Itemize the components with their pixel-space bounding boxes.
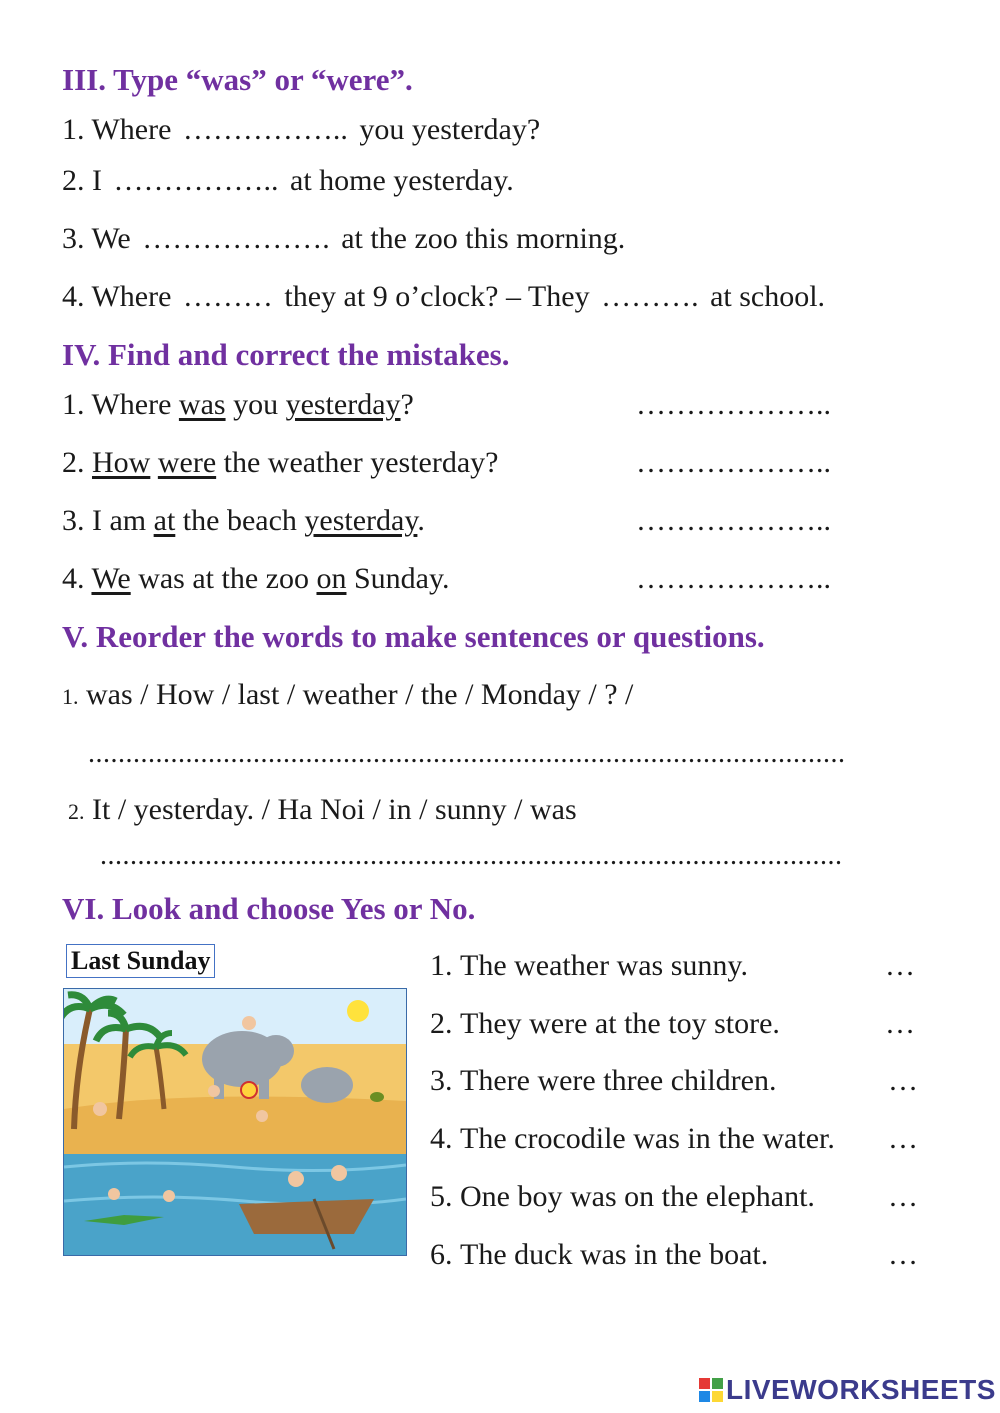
s4-item-1-text-a: Where bbox=[91, 388, 179, 421]
s6-item-2-number: 2. bbox=[430, 1007, 453, 1040]
s4-item-1-text-b: you bbox=[225, 388, 286, 421]
s4-item-4-underlined-2: on bbox=[316, 562, 347, 595]
s3-item-1 bbox=[62, 113, 540, 147]
s3-item-1-before: 1. Where bbox=[62, 113, 172, 146]
liveworksheets-logo-icon bbox=[698, 1377, 724, 1403]
s6-item-4-text: The crocodile was in the water. bbox=[460, 1122, 835, 1155]
s3-item-1-blank[interactable]: …………….. bbox=[182, 113, 348, 146]
section-4-heading: IV. Find and correct the mistakes. bbox=[62, 337, 510, 372]
s6-item-2-answer[interactable]: … bbox=[885, 1007, 915, 1040]
s4-item-1-text-c: ? bbox=[400, 388, 414, 421]
swimmer-1-icon bbox=[108, 1188, 120, 1200]
s6-item-5 bbox=[430, 1180, 815, 1214]
s6-item-1 bbox=[430, 949, 748, 983]
beach-ball-icon bbox=[241, 1082, 257, 1098]
s4-item-4-underlined-1: We bbox=[91, 562, 131, 595]
s3-item-3 bbox=[62, 222, 625, 256]
s6-item-2-text: They were at the toy store. bbox=[460, 1007, 780, 1040]
s4-item-2-underlined-1: How bbox=[92, 446, 151, 479]
s3-item-2-blank[interactable]: …………….. bbox=[113, 164, 279, 197]
child-2-icon bbox=[256, 1110, 268, 1122]
sand-shade bbox=[64, 1097, 406, 1165]
s3-item-4 bbox=[62, 280, 825, 314]
s4-item-1-underlined-1: was bbox=[178, 388, 226, 421]
s4-item-2-answer[interactable]: ……………….. bbox=[636, 446, 831, 479]
s5-item-1-text: was / How / last / weather / the / Monday / ? / bbox=[86, 678, 634, 711]
s4-item-3-underlined-2: yesterday bbox=[304, 504, 418, 537]
s6-item-4-number: 4. bbox=[430, 1122, 453, 1155]
s4-item-3-text-c: . bbox=[417, 504, 425, 537]
s6-item-3-answer[interactable]: … bbox=[888, 1064, 918, 1097]
beach-scene-svg bbox=[64, 989, 406, 1255]
s4-item-4 bbox=[62, 562, 450, 596]
s4-item-1-underlined-2: yesterday bbox=[285, 388, 401, 421]
s3-item-3-after: at the zoo this morning. bbox=[341, 222, 626, 255]
liveworksheets-logo-text: LIVEWORKSHEETS bbox=[726, 1374, 996, 1405]
section-5-heading: V. Reorder the words to make sentences or questions. bbox=[62, 619, 765, 654]
s4-item-4-text-c: Sunday. bbox=[346, 562, 450, 595]
beach-scene-illustration bbox=[63, 988, 407, 1256]
s4-item-4-number: 4. bbox=[62, 562, 92, 595]
picture-title: Last Sunday bbox=[66, 944, 215, 978]
s3-item-2 bbox=[62, 164, 514, 198]
boy-on-elephant-icon bbox=[242, 1016, 256, 1030]
s6-item-6-number: 6. bbox=[430, 1238, 453, 1271]
s4-item-2-text-c: the weather yesterday? bbox=[216, 446, 499, 479]
s5-item-1-number: 1. bbox=[62, 684, 79, 709]
s3-item-3-blank[interactable]: ………………. bbox=[142, 222, 330, 255]
small-elephant-icon bbox=[301, 1067, 353, 1103]
s4-item-1-answer[interactable]: ……………….. bbox=[636, 388, 831, 421]
s4-item-2-underlined-2: were bbox=[157, 446, 217, 479]
s6-item-3-number: 3. bbox=[430, 1064, 453, 1097]
s3-item-1-after: you yesterday? bbox=[359, 113, 541, 146]
s5-item-1-answer-line[interactable]: ..................................................................................................... bbox=[88, 738, 846, 769]
s4-item-4-answer[interactable]: ……………….. bbox=[636, 562, 831, 595]
s6-item-6-answer[interactable]: … bbox=[888, 1238, 918, 1271]
s3-item-2-after: at home yesterday. bbox=[290, 164, 514, 197]
s6-item-6 bbox=[430, 1238, 768, 1272]
s4-item-2-text-b bbox=[150, 446, 158, 479]
man-in-boat-icon bbox=[331, 1165, 347, 1181]
s4-item-3-underlined-1: at bbox=[153, 504, 176, 537]
s6-item-5-text: One boy was on the elephant. bbox=[460, 1180, 815, 1213]
s5-item-1 bbox=[62, 678, 633, 712]
s3-item-4-blank-1[interactable]: ……… bbox=[182, 280, 273, 313]
s6-item-3 bbox=[430, 1064, 776, 1098]
s4-item-2 bbox=[62, 446, 499, 480]
s6-item-1-answer[interactable]: … bbox=[885, 949, 915, 982]
boat-icon bbox=[239, 1199, 374, 1234]
s6-item-6-text: The duck was in the boat. bbox=[460, 1238, 769, 1271]
s6-item-1-number: 1. bbox=[430, 949, 453, 982]
s6-item-1-text: The weather was sunny. bbox=[460, 949, 748, 982]
s3-item-2-before: 2. I bbox=[62, 164, 102, 197]
child-1-icon bbox=[208, 1085, 220, 1097]
s5-item-2-answer-line[interactable]: ................................................................................................... bbox=[100, 840, 843, 871]
s6-item-5-number: 5. bbox=[430, 1180, 453, 1213]
s4-item-1 bbox=[62, 388, 414, 422]
s4-item-3 bbox=[62, 504, 425, 538]
duck-icon bbox=[370, 1092, 384, 1102]
s6-item-3-text: There were three children. bbox=[460, 1064, 777, 1097]
s4-item-4-text-b: was at the zoo bbox=[130, 562, 317, 595]
s3-item-4-before: 4. Where bbox=[62, 280, 172, 313]
s4-item-3-answer[interactable]: ……………….. bbox=[636, 504, 831, 537]
big-elephant-leg-2 bbox=[259, 1077, 269, 1099]
liveworksheets-logo bbox=[698, 1374, 996, 1406]
s4-item-3-text-a: I am bbox=[92, 504, 154, 537]
s4-item-2-number: 2. bbox=[62, 446, 92, 479]
s5-item-2-number: 2. bbox=[68, 799, 85, 824]
big-elephant-head bbox=[258, 1035, 294, 1067]
swimmer-2-icon bbox=[163, 1190, 175, 1202]
sun-icon bbox=[347, 1000, 369, 1022]
s3-item-3-before: 3. We bbox=[62, 222, 131, 255]
s6-item-2 bbox=[430, 1007, 780, 1041]
s6-item-4 bbox=[430, 1122, 835, 1156]
s5-item-2 bbox=[68, 793, 577, 827]
s3-item-4-mid: they at 9 o’clock? – They bbox=[284, 280, 590, 313]
s4-item-1-number: 1. bbox=[62, 388, 92, 421]
section-6-heading: VI. Look and choose Yes or No. bbox=[62, 891, 476, 926]
girl-in-boat-icon bbox=[288, 1171, 304, 1187]
s6-item-5-answer[interactable]: … bbox=[888, 1180, 918, 1213]
s3-item-4-blank-2[interactable]: ………. bbox=[601, 280, 699, 313]
child-reading-icon bbox=[93, 1102, 107, 1116]
s5-item-2-text: It / yesterday. / Ha Noi / in / sunny / was bbox=[92, 793, 577, 826]
s4-item-3-text-b: the beach bbox=[175, 504, 305, 537]
section-3-heading: III. Type “was” or “were”. bbox=[62, 62, 413, 97]
s3-item-4-after: at school. bbox=[710, 280, 826, 313]
s4-item-3-number: 3. bbox=[62, 504, 92, 537]
s6-item-4-answer[interactable]: … bbox=[888, 1122, 918, 1155]
